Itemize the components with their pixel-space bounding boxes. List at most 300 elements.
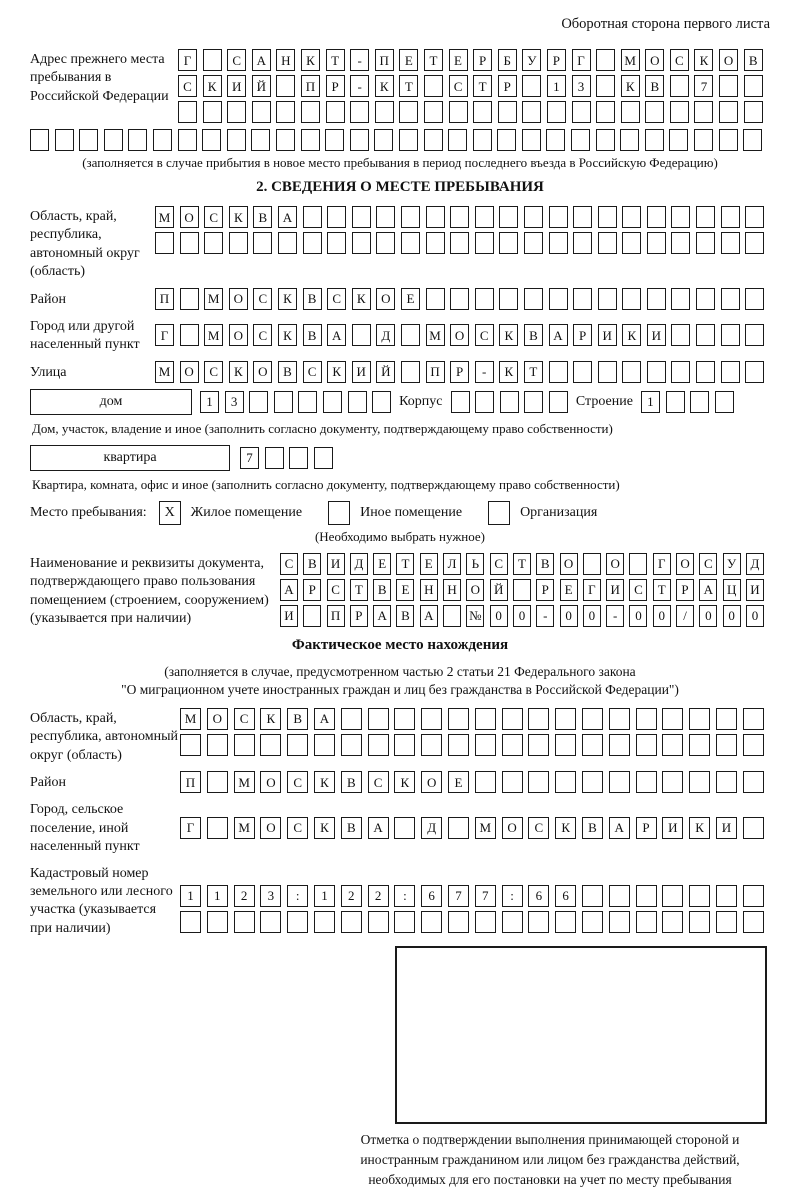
char-cell[interactable]: В xyxy=(303,553,321,575)
char-cell[interactable] xyxy=(475,911,496,933)
char-cell[interactable]: В xyxy=(253,206,272,228)
char-cell[interactable] xyxy=(555,734,576,756)
char-cell[interactable] xyxy=(513,579,531,601)
char-cell[interactable] xyxy=(716,734,737,756)
char-cell[interactable]: 1 xyxy=(314,885,335,907)
char-cell[interactable] xyxy=(598,288,617,310)
char-cell[interactable]: Т xyxy=(473,75,492,97)
char-cell[interactable] xyxy=(522,129,541,151)
char-cell[interactable] xyxy=(636,911,657,933)
char-cell[interactable] xyxy=(555,911,576,933)
char-cell[interactable]: С xyxy=(234,708,255,730)
char-cell[interactable]: Т xyxy=(513,553,531,575)
char-cell[interactable]: В xyxy=(536,553,554,575)
char-cell[interactable]: 6 xyxy=(555,885,576,907)
char-cell[interactable] xyxy=(104,129,123,151)
char-cell[interactable]: В xyxy=(303,288,322,310)
char-cell[interactable] xyxy=(289,447,308,469)
char-cell[interactable]: М xyxy=(234,817,255,839)
char-cell[interactable]: 0 xyxy=(513,605,531,627)
char-cell[interactable]: 0 xyxy=(490,605,508,627)
char-cell[interactable]: Т xyxy=(424,49,443,71)
char-cell[interactable]: К xyxy=(314,771,335,793)
char-cell[interactable]: А xyxy=(314,708,335,730)
char-cell[interactable] xyxy=(155,232,174,254)
char-cell[interactable]: Б xyxy=(498,49,517,71)
char-cell[interactable] xyxy=(596,75,615,97)
char-cell[interactable] xyxy=(180,734,201,756)
char-cell[interactable] xyxy=(696,324,715,346)
char-cell[interactable] xyxy=(670,75,689,97)
char-cell[interactable] xyxy=(341,708,362,730)
char-cell[interactable] xyxy=(689,771,710,793)
char-cell[interactable] xyxy=(303,605,321,627)
char-cell[interactable]: В xyxy=(303,324,322,346)
char-cell[interactable]: 3 xyxy=(225,391,244,413)
char-cell[interactable] xyxy=(450,288,469,310)
char-cell[interactable]: Й xyxy=(376,361,395,383)
char-cell[interactable]: К xyxy=(621,75,640,97)
char-cell[interactable] xyxy=(716,885,737,907)
char-cell[interactable]: И xyxy=(647,324,666,346)
char-cell[interactable]: О xyxy=(676,553,694,575)
char-cell[interactable] xyxy=(745,361,764,383)
char-cell[interactable] xyxy=(298,391,317,413)
char-cell[interactable] xyxy=(662,771,683,793)
char-cell[interactable]: И xyxy=(352,361,371,383)
char-cell[interactable]: В xyxy=(744,49,763,71)
char-cell[interactable] xyxy=(421,734,442,756)
char-cell[interactable] xyxy=(528,734,549,756)
char-cell[interactable]: С xyxy=(670,49,689,71)
char-cell[interactable] xyxy=(499,206,518,228)
char-cell[interactable]: Р xyxy=(676,579,694,601)
char-cell[interactable]: А xyxy=(368,817,389,839)
char-cell[interactable] xyxy=(689,885,710,907)
char-cell[interactable]: О xyxy=(719,49,738,71)
char-cell[interactable]: Е xyxy=(396,579,414,601)
char-cell[interactable]: О xyxy=(606,553,624,575)
char-cell[interactable] xyxy=(448,817,469,839)
char-cell[interactable] xyxy=(620,129,639,151)
char-cell[interactable] xyxy=(636,708,657,730)
char-cell[interactable] xyxy=(178,101,197,123)
char-cell[interactable]: 0 xyxy=(746,605,764,627)
char-cell[interactable] xyxy=(229,232,248,254)
char-cell[interactable] xyxy=(303,232,322,254)
char-cell[interactable] xyxy=(555,708,576,730)
char-cell[interactable] xyxy=(549,206,568,228)
char-cell[interactable] xyxy=(421,708,442,730)
char-cell[interactable] xyxy=(609,771,630,793)
char-cell[interactable]: Ь xyxy=(466,553,484,575)
char-cell[interactable] xyxy=(609,911,630,933)
char-cell[interactable]: М xyxy=(475,817,496,839)
char-cell[interactable]: М xyxy=(155,206,174,228)
char-cell[interactable] xyxy=(399,129,418,151)
char-cell[interactable] xyxy=(234,911,255,933)
char-cell[interactable] xyxy=(207,734,228,756)
char-cell[interactable]: Е xyxy=(373,553,391,575)
char-cell[interactable]: Т xyxy=(653,579,671,601)
char-cell[interactable]: С xyxy=(303,361,322,383)
char-cell[interactable] xyxy=(609,885,630,907)
char-cell[interactable] xyxy=(598,361,617,383)
char-cell[interactable]: - xyxy=(475,361,494,383)
char-cell[interactable] xyxy=(376,206,395,228)
char-cell[interactable]: Д xyxy=(350,553,368,575)
char-cell[interactable] xyxy=(394,911,415,933)
char-cell[interactable] xyxy=(153,129,172,151)
char-cell[interactable] xyxy=(260,911,281,933)
char-cell[interactable] xyxy=(572,101,591,123)
char-cell[interactable]: К xyxy=(260,708,281,730)
char-cell[interactable]: О xyxy=(253,361,272,383)
char-cell[interactable] xyxy=(451,391,470,413)
char-cell[interactable] xyxy=(314,911,335,933)
char-cell[interactable] xyxy=(598,232,617,254)
char-cell[interactable]: Г xyxy=(178,49,197,71)
char-cell[interactable]: - xyxy=(606,605,624,627)
char-cell[interactable]: В xyxy=(645,75,664,97)
char-cell[interactable] xyxy=(352,206,371,228)
char-cell[interactable] xyxy=(234,734,255,756)
char-cell[interactable] xyxy=(265,447,284,469)
char-cell[interactable]: 1 xyxy=(180,885,201,907)
char-cell[interactable]: Е xyxy=(401,288,420,310)
char-cell[interactable] xyxy=(598,206,617,228)
char-cell[interactable]: О xyxy=(229,288,248,310)
char-cell[interactable] xyxy=(352,232,371,254)
char-cell[interactable]: П xyxy=(426,361,445,383)
char-cell[interactable] xyxy=(426,206,445,228)
char-cell[interactable] xyxy=(323,391,342,413)
checkbox-residential[interactable]: X xyxy=(159,501,181,525)
char-cell[interactable]: К xyxy=(689,817,710,839)
char-cell[interactable]: С xyxy=(227,49,246,71)
char-cell[interactable] xyxy=(522,101,541,123)
char-cell[interactable]: 2 xyxy=(341,885,362,907)
char-cell[interactable] xyxy=(227,101,246,123)
char-cell[interactable] xyxy=(596,49,615,71)
char-cell[interactable]: В xyxy=(341,817,362,839)
char-cell[interactable]: К xyxy=(229,361,248,383)
char-cell[interactable] xyxy=(596,101,615,123)
char-cell[interactable] xyxy=(666,391,685,413)
char-cell[interactable] xyxy=(375,101,394,123)
char-cell[interactable]: И xyxy=(746,579,764,601)
char-cell[interactable] xyxy=(671,232,690,254)
char-cell[interactable] xyxy=(498,101,517,123)
char-cell[interactable] xyxy=(394,708,415,730)
char-cell[interactable] xyxy=(203,101,222,123)
char-cell[interactable]: С xyxy=(287,771,308,793)
char-cell[interactable]: В xyxy=(396,605,414,627)
char-cell[interactable] xyxy=(690,391,709,413)
char-cell[interactable] xyxy=(719,75,738,97)
char-cell[interactable]: М xyxy=(426,324,445,346)
char-cell[interactable]: М xyxy=(155,361,174,383)
char-cell[interactable]: В xyxy=(278,361,297,383)
char-cell[interactable]: К xyxy=(622,324,641,346)
char-cell[interactable]: П xyxy=(327,605,345,627)
char-cell[interactable]: 3 xyxy=(572,75,591,97)
char-cell[interactable]: 1 xyxy=(641,391,660,413)
checkbox-organization[interactable] xyxy=(488,501,510,525)
char-cell[interactable]: К xyxy=(352,288,371,310)
char-cell[interactable] xyxy=(622,206,641,228)
char-cell[interactable] xyxy=(573,361,592,383)
char-cell[interactable] xyxy=(207,911,228,933)
char-cell[interactable] xyxy=(719,101,738,123)
char-cell[interactable]: Т xyxy=(350,579,368,601)
char-cell[interactable]: № xyxy=(466,605,484,627)
char-cell[interactable] xyxy=(549,391,568,413)
char-cell[interactable] xyxy=(227,129,246,151)
char-cell[interactable] xyxy=(276,129,295,151)
char-cell[interactable] xyxy=(276,75,295,97)
char-cell[interactable]: О xyxy=(207,708,228,730)
char-cell[interactable] xyxy=(743,129,762,151)
char-cell[interactable]: 6 xyxy=(421,885,442,907)
char-cell[interactable] xyxy=(621,101,640,123)
char-cell[interactable] xyxy=(502,734,523,756)
char-cell[interactable]: : xyxy=(502,885,523,907)
char-cell[interactable] xyxy=(636,734,657,756)
char-cell[interactable] xyxy=(55,129,74,151)
char-cell[interactable]: Р xyxy=(547,49,566,71)
char-cell[interactable] xyxy=(662,734,683,756)
char-cell[interactable]: Н xyxy=(420,579,438,601)
char-cell[interactable] xyxy=(721,288,740,310)
char-cell[interactable]: О xyxy=(180,206,199,228)
char-cell[interactable] xyxy=(582,885,603,907)
char-cell[interactable]: У xyxy=(723,553,741,575)
char-cell[interactable] xyxy=(424,129,443,151)
char-cell[interactable]: А xyxy=(278,206,297,228)
char-cell[interactable] xyxy=(689,911,710,933)
char-cell[interactable] xyxy=(694,101,713,123)
char-cell[interactable] xyxy=(341,734,362,756)
char-cell[interactable] xyxy=(473,129,492,151)
char-cell[interactable] xyxy=(743,911,764,933)
char-cell[interactable] xyxy=(528,771,549,793)
char-cell[interactable] xyxy=(636,771,657,793)
char-cell[interactable]: К xyxy=(203,75,222,97)
char-cell[interactable] xyxy=(571,129,590,151)
char-cell[interactable] xyxy=(276,101,295,123)
char-cell[interactable] xyxy=(497,129,516,151)
char-cell[interactable] xyxy=(499,232,518,254)
char-cell[interactable]: 1 xyxy=(207,885,228,907)
char-cell[interactable]: : xyxy=(394,885,415,907)
char-cell[interactable] xyxy=(475,288,494,310)
char-cell[interactable] xyxy=(524,288,543,310)
char-cell[interactable] xyxy=(622,232,641,254)
char-cell[interactable]: С xyxy=(528,817,549,839)
char-cell[interactable]: С xyxy=(204,206,223,228)
char-cell[interactable] xyxy=(448,911,469,933)
char-cell[interactable] xyxy=(401,206,420,228)
char-cell[interactable] xyxy=(582,911,603,933)
char-cell[interactable] xyxy=(745,206,764,228)
char-cell[interactable] xyxy=(128,129,147,151)
char-cell[interactable]: Р xyxy=(573,324,592,346)
char-cell[interactable] xyxy=(555,771,576,793)
char-cell[interactable] xyxy=(573,206,592,228)
char-cell[interactable]: Р xyxy=(350,605,368,627)
char-cell[interactable] xyxy=(721,324,740,346)
char-cell[interactable]: С xyxy=(490,553,508,575)
char-cell[interactable] xyxy=(204,232,223,254)
char-cell[interactable] xyxy=(573,232,592,254)
char-cell[interactable] xyxy=(443,605,461,627)
char-cell[interactable] xyxy=(180,232,199,254)
char-cell[interactable]: В xyxy=(373,579,391,601)
char-cell[interactable] xyxy=(260,734,281,756)
char-cell[interactable]: О xyxy=(180,361,199,383)
char-cell[interactable] xyxy=(524,206,543,228)
char-cell[interactable]: 0 xyxy=(723,605,741,627)
char-cell[interactable]: 0 xyxy=(699,605,717,627)
char-cell[interactable] xyxy=(301,101,320,123)
char-cell[interactable] xyxy=(287,911,308,933)
char-cell[interactable]: - xyxy=(350,75,369,97)
char-cell[interactable]: Н xyxy=(276,49,295,71)
char-cell[interactable]: М xyxy=(621,49,640,71)
char-cell[interactable] xyxy=(500,391,519,413)
char-cell[interactable] xyxy=(180,288,199,310)
char-cell[interactable]: М xyxy=(234,771,255,793)
char-cell[interactable]: 7 xyxy=(475,885,496,907)
char-cell[interactable] xyxy=(475,771,496,793)
char-cell[interactable]: И xyxy=(606,579,624,601)
char-cell[interactable] xyxy=(303,206,322,228)
char-cell[interactable]: Т xyxy=(524,361,543,383)
char-cell[interactable]: - xyxy=(536,605,554,627)
char-cell[interactable]: О xyxy=(450,324,469,346)
char-cell[interactable]: П xyxy=(155,288,174,310)
char-cell[interactable]: Й xyxy=(252,75,271,97)
char-cell[interactable] xyxy=(547,101,566,123)
char-cell[interactable]: А xyxy=(699,579,717,601)
char-cell[interactable] xyxy=(716,771,737,793)
char-cell[interactable] xyxy=(450,232,469,254)
char-cell[interactable] xyxy=(622,288,641,310)
char-cell[interactable] xyxy=(744,75,763,97)
char-cell[interactable]: А xyxy=(609,817,630,839)
char-cell[interactable]: Й xyxy=(490,579,508,601)
char-cell[interactable]: А xyxy=(327,324,346,346)
char-cell[interactable] xyxy=(694,129,713,151)
char-cell[interactable] xyxy=(426,288,445,310)
char-cell[interactable]: О xyxy=(376,288,395,310)
char-cell[interactable]: С xyxy=(368,771,389,793)
char-cell[interactable] xyxy=(622,361,641,383)
char-cell[interactable]: В xyxy=(524,324,543,346)
char-cell[interactable]: О xyxy=(260,817,281,839)
char-cell[interactable] xyxy=(528,708,549,730)
char-cell[interactable] xyxy=(662,885,683,907)
char-cell[interactable]: К xyxy=(555,817,576,839)
char-cell[interactable] xyxy=(401,361,420,383)
char-cell[interactable]: Д xyxy=(376,324,395,346)
char-cell[interactable] xyxy=(524,232,543,254)
char-cell[interactable]: С xyxy=(287,817,308,839)
char-cell[interactable]: Е xyxy=(449,49,468,71)
char-cell[interactable]: И xyxy=(716,817,737,839)
char-cell[interactable] xyxy=(450,206,469,228)
char-cell[interactable]: О xyxy=(421,771,442,793)
char-cell[interactable] xyxy=(301,129,320,151)
char-cell[interactable] xyxy=(424,101,443,123)
char-cell[interactable]: С xyxy=(699,553,717,575)
char-cell[interactable] xyxy=(287,734,308,756)
char-cell[interactable] xyxy=(448,708,469,730)
char-cell[interactable] xyxy=(327,206,346,228)
char-cell[interactable] xyxy=(522,75,541,97)
char-cell[interactable]: Р xyxy=(450,361,469,383)
char-cell[interactable] xyxy=(278,232,297,254)
char-cell[interactable] xyxy=(662,911,683,933)
char-cell[interactable]: К xyxy=(394,771,415,793)
char-cell[interactable]: О xyxy=(560,553,578,575)
char-cell[interactable] xyxy=(372,391,391,413)
char-cell[interactable] xyxy=(475,734,496,756)
char-cell[interactable] xyxy=(274,391,293,413)
char-cell[interactable]: С xyxy=(280,553,298,575)
char-cell[interactable] xyxy=(473,101,492,123)
char-cell[interactable] xyxy=(719,129,738,151)
char-cell[interactable] xyxy=(647,232,666,254)
char-cell[interactable] xyxy=(352,324,371,346)
char-cell[interactable] xyxy=(524,391,543,413)
char-cell[interactable] xyxy=(645,101,664,123)
char-cell[interactable]: Р xyxy=(303,579,321,601)
char-cell[interactable] xyxy=(716,911,737,933)
char-cell[interactable] xyxy=(475,708,496,730)
char-cell[interactable]: О xyxy=(260,771,281,793)
char-cell[interactable]: Р xyxy=(636,817,657,839)
char-cell[interactable] xyxy=(341,911,362,933)
char-cell[interactable] xyxy=(549,288,568,310)
char-cell[interactable]: 1 xyxy=(200,391,219,413)
char-cell[interactable]: Р xyxy=(536,579,554,601)
char-cell[interactable]: Р xyxy=(498,75,517,97)
char-cell[interactable] xyxy=(696,232,715,254)
char-cell[interactable] xyxy=(721,232,740,254)
char-cell[interactable] xyxy=(745,324,764,346)
char-cell[interactable] xyxy=(401,232,420,254)
char-cell[interactable] xyxy=(502,771,523,793)
char-cell[interactable] xyxy=(671,361,690,383)
char-cell[interactable]: Н xyxy=(443,579,461,601)
char-cell[interactable] xyxy=(583,553,601,575)
char-cell[interactable] xyxy=(30,129,49,151)
char-cell[interactable]: 0 xyxy=(629,605,647,627)
char-cell[interactable] xyxy=(449,101,468,123)
char-cell[interactable] xyxy=(715,391,734,413)
char-cell[interactable] xyxy=(596,129,615,151)
char-cell[interactable] xyxy=(716,708,737,730)
char-cell[interactable]: 7 xyxy=(448,885,469,907)
char-cell[interactable]: К xyxy=(278,288,297,310)
char-cell[interactable]: Г xyxy=(180,817,201,839)
char-cell[interactable] xyxy=(629,553,647,575)
char-cell[interactable] xyxy=(609,708,630,730)
char-cell[interactable] xyxy=(475,391,494,413)
char-cell[interactable] xyxy=(252,101,271,123)
